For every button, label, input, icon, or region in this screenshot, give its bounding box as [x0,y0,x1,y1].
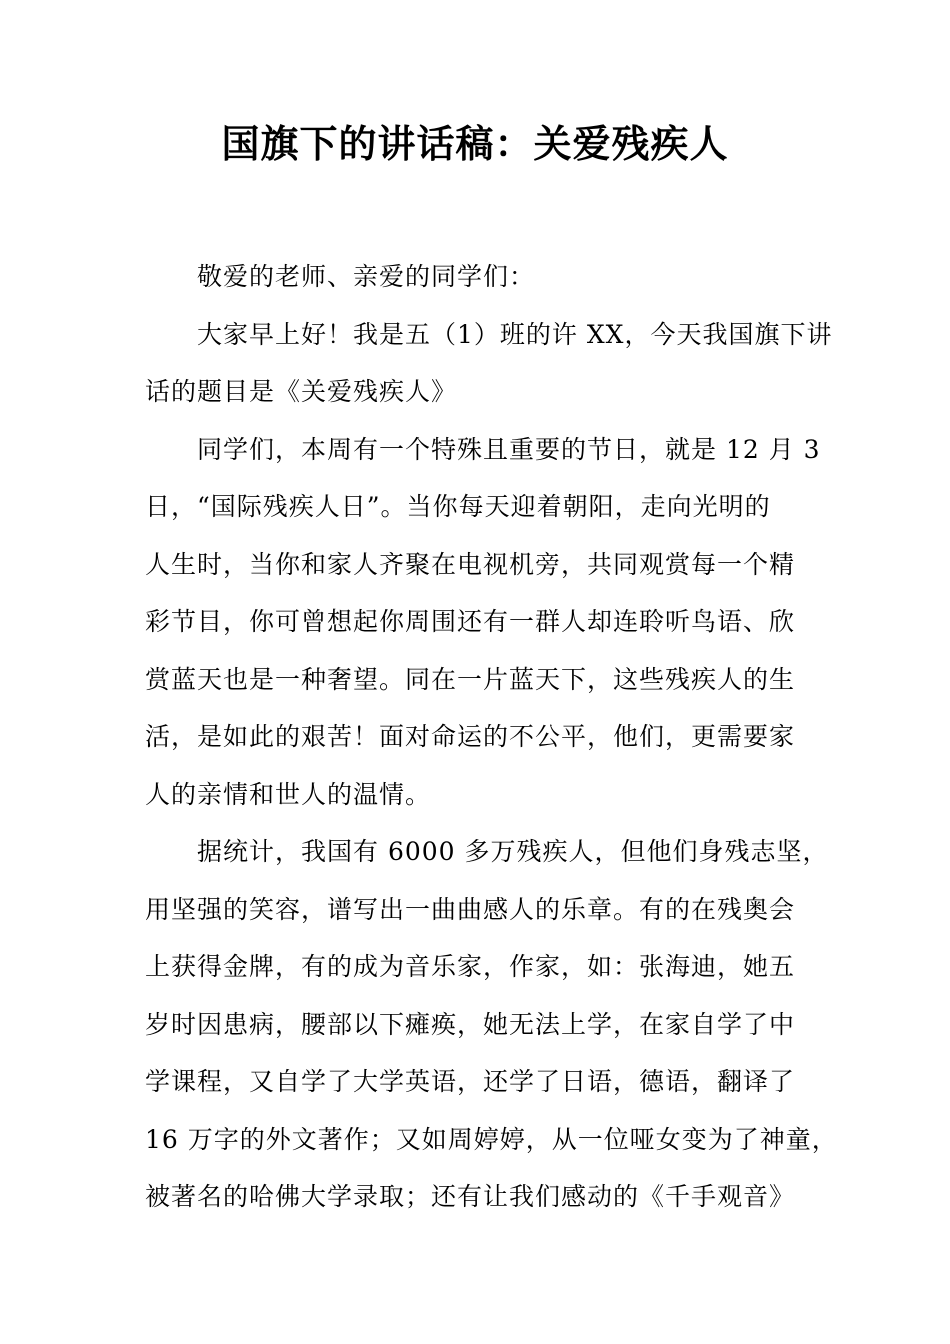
body-line: 学课程，又自学了大学英语，还学了日语，德语，翻译了 [145,1067,796,1096]
body-line: 赏蓝天也是一种奢望。同在一片蓝天下，这些残疾人的生 [145,664,796,694]
body-line: 用坚强的笑容，谱写出一曲曲感人的乐章。有的在残奥会 [145,894,796,924]
body-line: 据统计，我国有 6000 多万残疾人，但他们身残志坚， [197,837,829,866]
body-line: 人的亲情和世人的温情。 [145,779,432,809]
body-line: 日，“国际残疾人日”。当你每天迎着朝阳，走向光明的 [145,492,771,521]
body-line: 活，是如此的艰苦！面对命运的不公平，他们，更需要家 [145,722,796,751]
document-body [145,248,838,1226]
body-line: 人生时，当你和家人齐聚在电视机旁，共同观赏每一个精 [145,549,796,579]
body-line: 岁时因患病，腰部以下瘫痪，她无法上学，在家自学了中 [145,1009,796,1039]
document-title: 国旗下的讲话稿：关爱残疾人 [221,122,729,166]
body-line: 话的题目是《关爱残疾人》 [145,377,458,406]
body-line: 同学们，本周有一个特殊且重要的节日，就是 12 月 3 [197,434,821,464]
body-line: 上获得金牌，有的成为音乐家，作家，如：张海迪，她五 [145,952,796,981]
body-line: 敬爱的老师、亲爱的同学们： [197,262,536,291]
body-line: 彩节目，你可曾想起你周围还有一群人却连聆听鸟语、欣 [145,607,796,636]
body-line: 16 万字的外文著作；又如周婷婷，从一位哑女变为了神童， [145,1124,838,1154]
body-line: 被著名的哈佛大学录取；还有让我们感动的《千手观音》 [145,1182,796,1211]
body-line: 大家早上好！我是五（1）班的许 XX，今天我国旗下讲 [197,319,833,349]
